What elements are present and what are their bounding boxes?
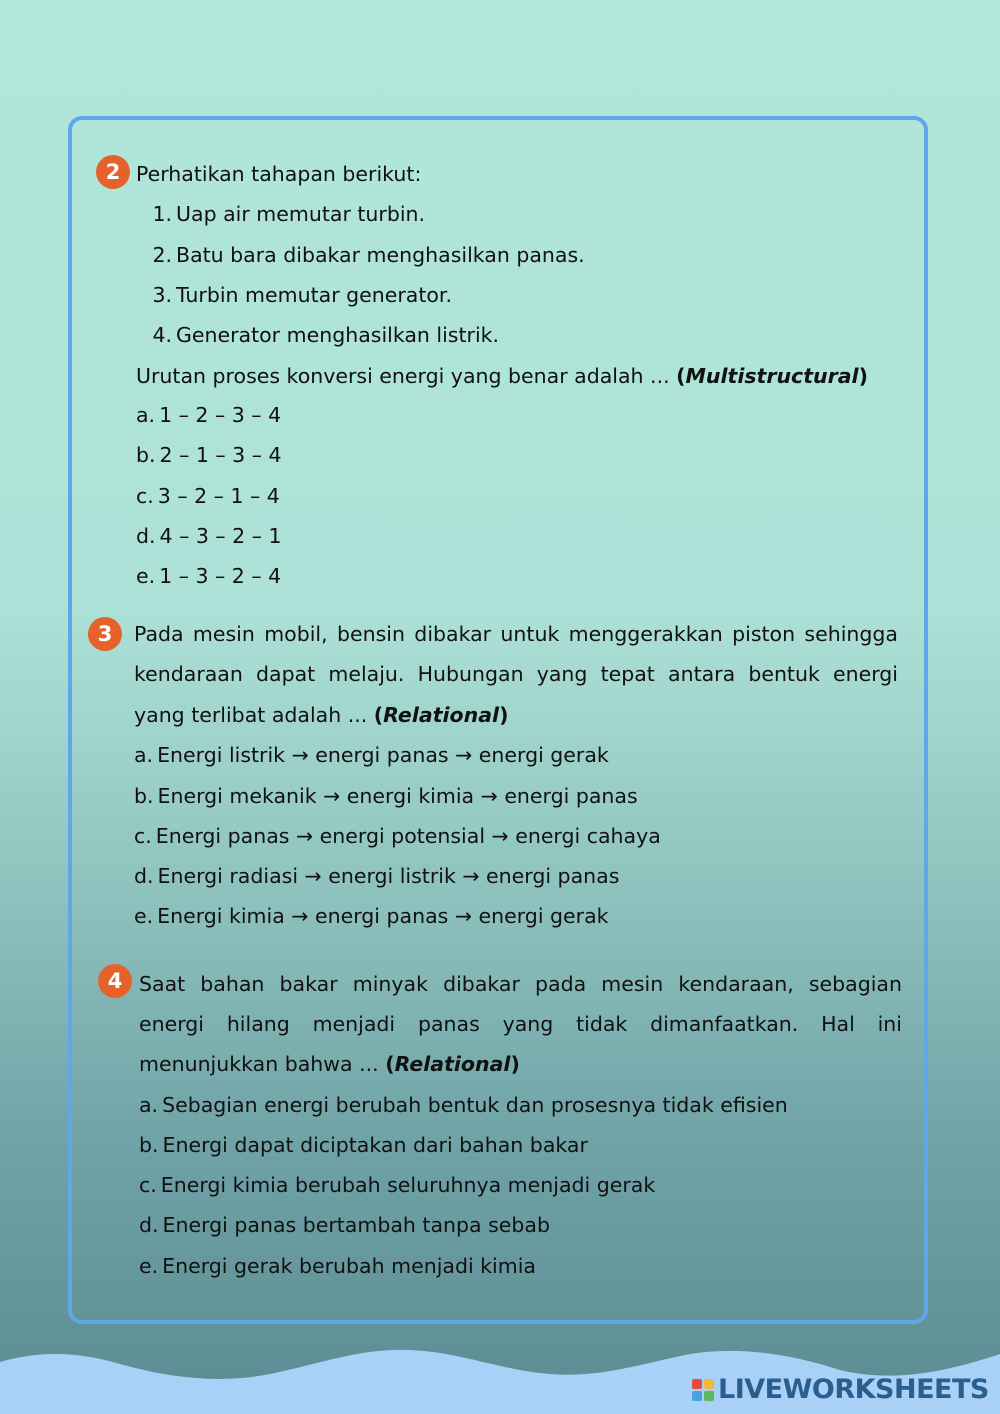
option-label: d.: [139, 1213, 159, 1237]
prompt-text: menunjukkan bahwa ...: [139, 1052, 386, 1076]
answer-option[interactable]: [134, 824, 661, 848]
step-item: [150, 202, 425, 226]
step-number: 2.: [152, 243, 172, 267]
step-number: 3.: [152, 283, 172, 307]
option-label: b.: [139, 1133, 159, 1157]
option-label: c.: [136, 484, 154, 508]
answer-option[interactable]: [134, 784, 638, 808]
option-label: a.: [134, 743, 154, 767]
answer-option[interactable]: [136, 564, 281, 588]
logo-square: [704, 1379, 714, 1389]
option-label: b.: [136, 443, 156, 467]
tag-open: (: [676, 364, 686, 388]
step-text: Generator menghasilkan listrik.: [176, 323, 500, 347]
answer-option[interactable]: [139, 1254, 536, 1278]
answer-option[interactable]: [136, 484, 280, 508]
answer-option[interactable]: [139, 1173, 655, 1197]
question-stem-line: Saat bahan bakar minyak dibakar pada mesin kendaraan, sebagian: [139, 972, 902, 996]
taxonomy-tag: Multistructural: [685, 364, 859, 388]
step-number: 1.: [152, 202, 172, 226]
brand-name: LIVEWORKSHEETS: [718, 1374, 989, 1405]
option-text: Energi listrik → energi panas → energi gerak: [157, 743, 609, 767]
option-text: Energi mekanik → energi kimia → energi panas: [157, 784, 638, 808]
option-label: e.: [136, 564, 156, 588]
option-label: c.: [134, 824, 152, 848]
step-text: Turbin memutar generator.: [176, 283, 452, 307]
option-text: 3 – 2 – 1 – 4: [157, 484, 280, 508]
option-text: Energi panas bertambah tanpa sebab: [162, 1213, 550, 1237]
prompt-text: yang terlibat adalah ...: [134, 703, 374, 727]
question-stem-line: Pada mesin mobil, bensin dibakar untuk menggerakkan piston sehingga: [134, 622, 898, 646]
step-text: Uap air memutar turbin.: [176, 202, 426, 226]
taxonomy-tag: Relational: [394, 1052, 511, 1076]
question-stem: Perhatikan tahapan berikut:: [136, 162, 422, 186]
step-item: [150, 283, 452, 307]
step-item: [150, 323, 499, 347]
prompt-text: Urutan proses konversi energi yang benar adalah ...: [136, 364, 677, 388]
option-label: d.: [134, 864, 154, 888]
answer-option[interactable]: [134, 904, 609, 928]
answer-option[interactable]: [134, 864, 619, 888]
tag-open: (: [373, 703, 384, 727]
answer-option[interactable]: [136, 524, 282, 548]
answer-option[interactable]: [139, 1213, 550, 1237]
option-label: b.: [134, 784, 154, 808]
question-stem-line: kendaraan dapat melaju. Hubungan yang tepat antara bentuk energi: [134, 662, 898, 686]
option-text: 1 – 2 – 3 – 4: [159, 403, 282, 427]
question-number-badge: 2: [96, 155, 130, 189]
question-prompt: [136, 364, 868, 388]
option-text: Energi gerak berubah menjadi kimia: [162, 1254, 536, 1278]
step-number: 4.: [152, 323, 172, 347]
option-label: a.: [139, 1093, 159, 1117]
answer-option[interactable]: [136, 403, 281, 427]
option-text: Energi radiasi → energi listrik → energi panas: [157, 864, 620, 888]
option-label: d.: [136, 524, 156, 548]
taxonomy-tag: Relational: [383, 703, 500, 727]
logo-square: [692, 1379, 702, 1389]
option-text: Energi panas → energi potensial → energi cahaya: [155, 824, 661, 848]
option-text: Energi dapat diciptakan dari bahan bakar: [162, 1133, 588, 1157]
logo-square: [692, 1391, 702, 1401]
option-label: e.: [139, 1254, 159, 1278]
tag-open: (: [385, 1052, 395, 1076]
tag-close: ): [858, 364, 868, 388]
option-text: Sebagian energi berubah bentuk dan prosesnya tidak efisien: [162, 1093, 788, 1117]
question-number-badge: 3: [88, 617, 122, 651]
option-label: c.: [139, 1173, 157, 1197]
option-text: Energi kimia → energi panas → energi gerak: [157, 904, 609, 928]
option-text: Energi kimia berubah seluruhnya menjadi gerak: [160, 1173, 656, 1197]
tag-close: ): [499, 703, 509, 727]
step-text: Batu bara dibakar menghasilkan panas.: [176, 243, 585, 267]
question-number-badge: 4: [98, 964, 132, 998]
question-prompt: [139, 1052, 520, 1076]
tag-close: ): [510, 1052, 520, 1076]
option-label: e.: [134, 904, 154, 928]
option-text: 4 – 3 – 2 – 1: [159, 524, 282, 548]
answer-option[interactable]: [134, 743, 609, 767]
option-text: 2 – 1 – 3 – 4: [159, 443, 282, 467]
logo-mark: [692, 1379, 714, 1401]
liveworksheets-logo: [692, 1374, 989, 1405]
question-stem-line: energi hilang menjadi panas yang tidak dimanfaatkan. Hal ini: [139, 1012, 902, 1036]
answer-option[interactable]: [136, 443, 282, 467]
step-item: [150, 243, 585, 267]
option-text: 1 – 3 – 2 – 4: [159, 564, 282, 588]
option-label: a.: [136, 403, 156, 427]
answer-option[interactable]: [139, 1133, 588, 1157]
answer-option[interactable]: [139, 1093, 788, 1117]
logo-square: [704, 1391, 714, 1401]
question-prompt: [134, 703, 508, 727]
